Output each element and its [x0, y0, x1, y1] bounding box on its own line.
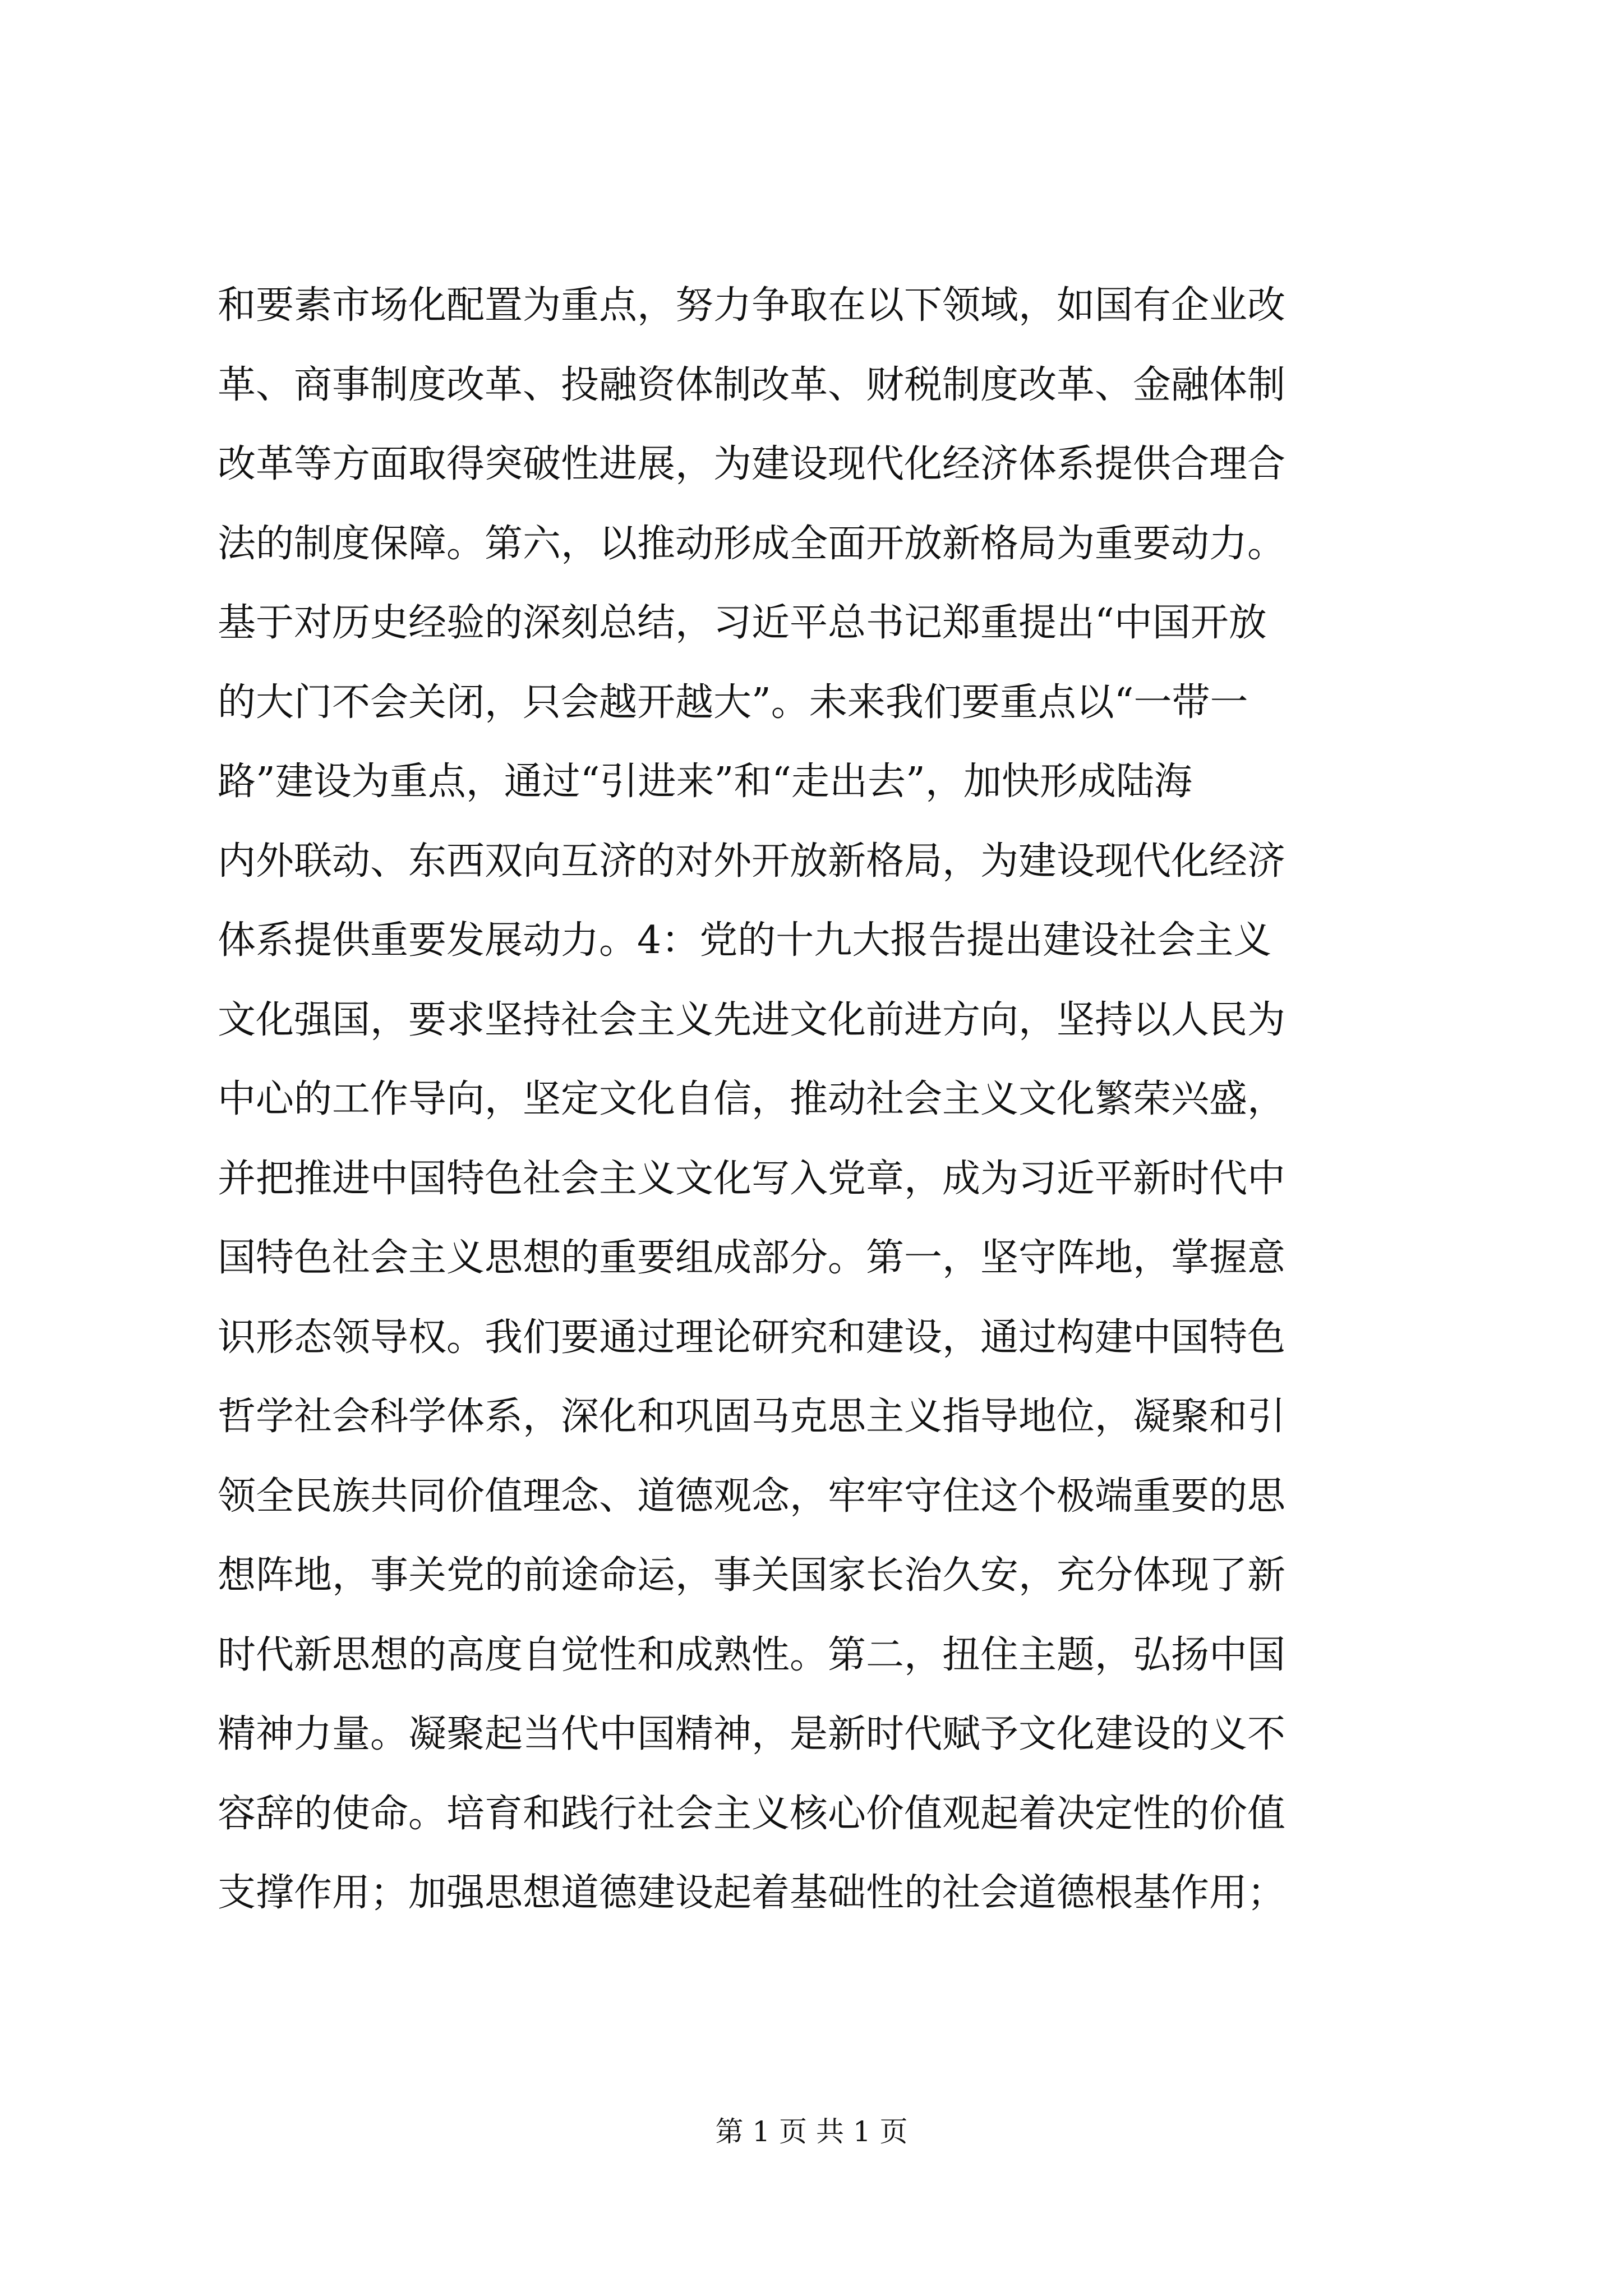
- text-line: 支撑作用；加强思想道德建设起着基础性的社会道德根基作用；: [218, 1871, 1286, 1915]
- text-line: 时代新思想的高度自觉性和成熟性。第二，扭住主题，弘扬中国: [218, 1632, 1286, 1677]
- text-line: 中心的工作导向，坚定文化自信，推动社会主义文化繁荣兴盛，: [218, 1077, 1286, 1121]
- text-line: 哲学社会科学体系，深化和巩固马克思主义指导地位，凝聚和引: [218, 1395, 1286, 1439]
- text-line: 容辞的使命。培育和践行社会主义核心价值观起着决定性的价值: [218, 1791, 1286, 1836]
- text-line: 基于对历史经验的深刻总结，习近平总书记郑重提出“中国开放: [218, 601, 1267, 645]
- text-line: 并把推进中国特色社会主义文化写入党章，成为习近平新时代中: [218, 1156, 1286, 1201]
- text-line: 改革等方面取得突破性进展，为建设现代化经济体系提供合理合: [218, 442, 1286, 486]
- text-line: 识形态领导权。我们要通过理论研究和建设，通过构建中国特色: [218, 1315, 1286, 1360]
- page-number-label: 第 1 页 共 1 页: [715, 2115, 908, 2148]
- text-line: 想阵地，事关党的前途命运，事关国家长治久安，充分体现了新: [218, 1553, 1286, 1598]
- page-footer: [0, 2115, 1623, 2148]
- text-line: 国特色社会主义思想的重要组成部分。第一，坚守阵地，掌握意: [218, 1236, 1286, 1280]
- text-line: 和要素市场化配置为重点，努力争取在以下领域，如国有企业改: [218, 283, 1286, 328]
- text-line: 体系提供重要发展动力。4：党的十九大报告提出建设社会主义: [218, 918, 1272, 963]
- text-line: 路”建设为重点，通过“引进来”和“走出去”，加快形成陆海: [218, 760, 1192, 804]
- body-text: [218, 266, 1412, 1933]
- text-line: 法的制度保障。第六，以推动形成全面开放新格局为重要动力。: [218, 521, 1286, 566]
- text-line: 的大门不会关闭，只会越开越大”。未来我们要重点以“一带一: [218, 680, 1248, 725]
- text-line: 精神力量。凝聚起当代中国精神，是新时代赋予文化建设的义不: [218, 1712, 1286, 1756]
- text-line: 革、商事制度改革、投融资体制改革、财税制度改革、金融体制: [218, 362, 1286, 407]
- text-line: 文化强国，要求坚持社会主义先进文化前进方向，坚持以人民为: [218, 997, 1286, 1042]
- text-line: 内外联动、东西双向互济的对外开放新格局，为建设现代化经济: [218, 839, 1286, 884]
- text-line: 领全民族共同价值理念、道德观念，牢牢守住这个极端重要的思: [218, 1474, 1286, 1519]
